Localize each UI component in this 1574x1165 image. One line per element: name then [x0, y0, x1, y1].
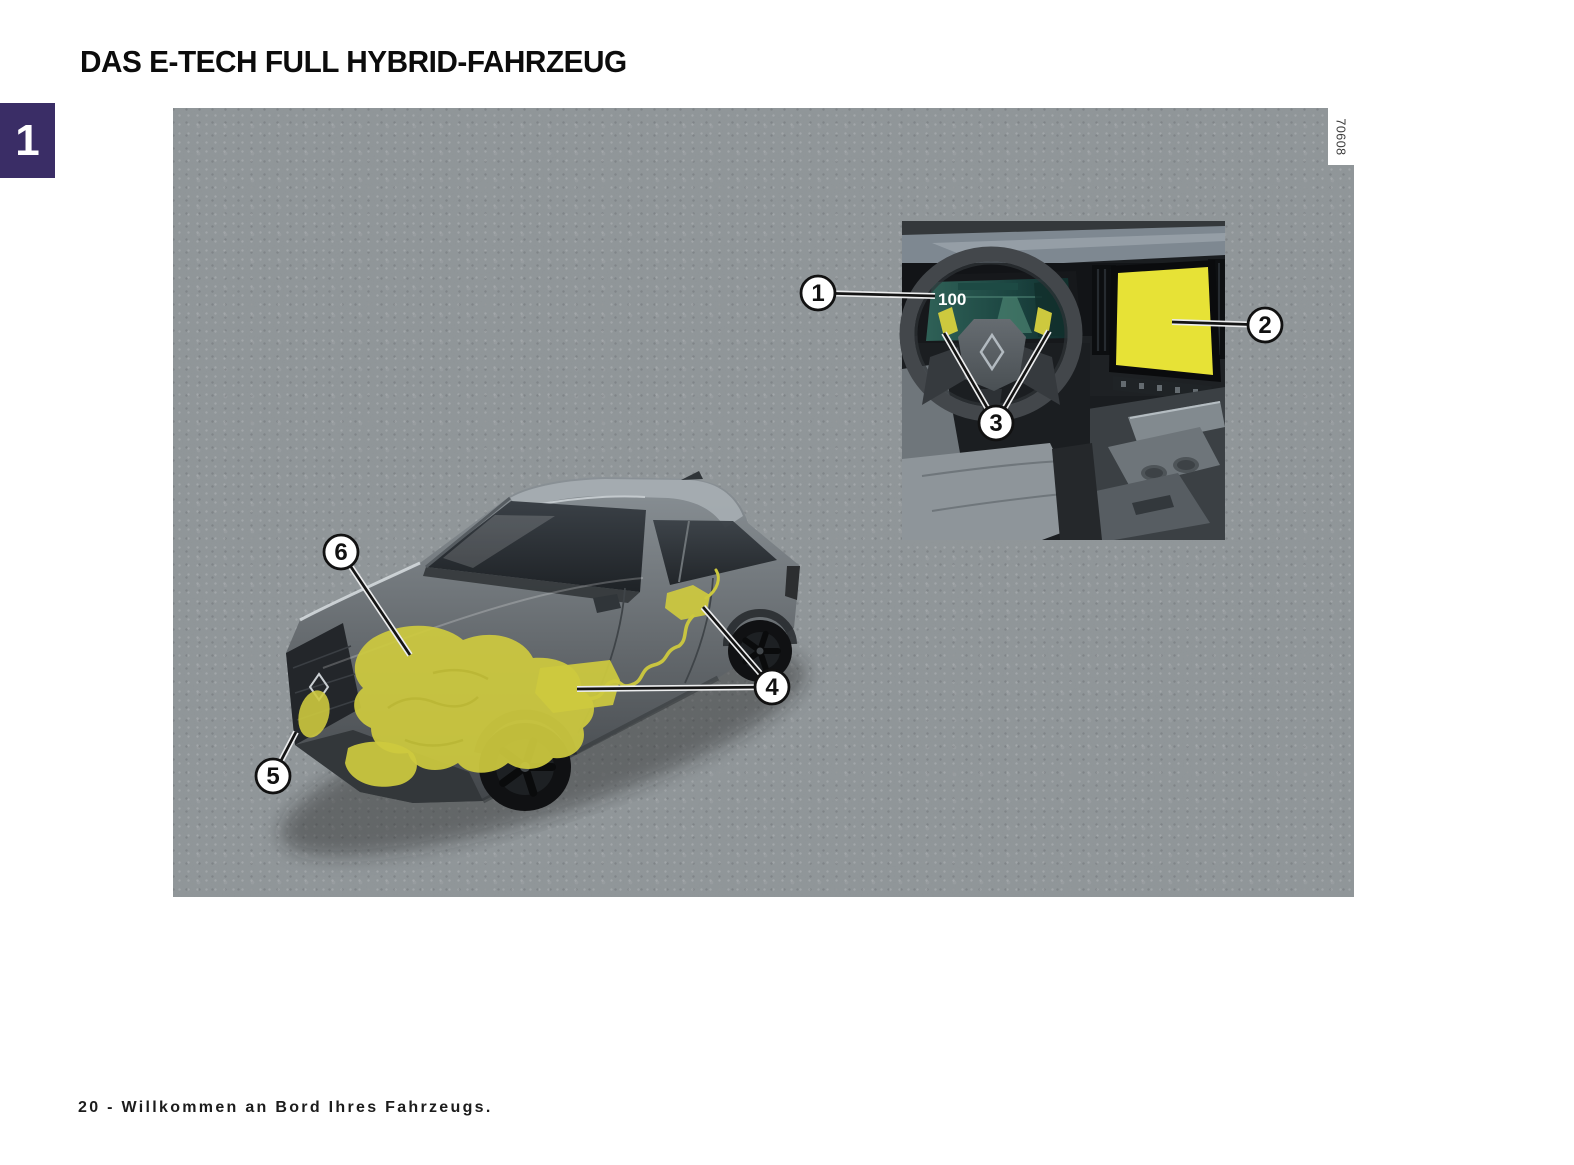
cluster-speed-value: 100 — [938, 290, 967, 309]
dashboard-inset — [902, 221, 1225, 540]
callout-1-label: 1 — [811, 280, 825, 307]
callout-6-label: 6 — [334, 539, 348, 566]
chapter-number: 1 — [15, 115, 40, 165]
figure-illustration — [173, 108, 1354, 897]
callout-3 — [979, 406, 1013, 440]
callout-2 — [1248, 308, 1282, 342]
callout-2-label: 2 — [1258, 312, 1272, 339]
callout-4 — [755, 670, 789, 704]
callout-1 — [801, 276, 835, 310]
page-title: DAS E-TECH FULL HYBRID-FAHRZEUG — [80, 44, 627, 79]
callout-5-label: 5 — [266, 763, 280, 790]
callout-3-label: 3 — [989, 410, 1003, 437]
footer-page-label: 20 - Willkommen an Bord Ihres Fahrzeugs. — [78, 1099, 493, 1116]
figure-reference-number: 70608 — [1334, 117, 1349, 156]
figure-reference-tag — [1328, 108, 1354, 165]
figure-photo-area — [173, 108, 1354, 897]
callout-5 — [256, 759, 290, 793]
callout-4-label: 4 — [765, 674, 779, 701]
chapter-tab — [0, 103, 55, 178]
callout-6 — [324, 535, 358, 569]
